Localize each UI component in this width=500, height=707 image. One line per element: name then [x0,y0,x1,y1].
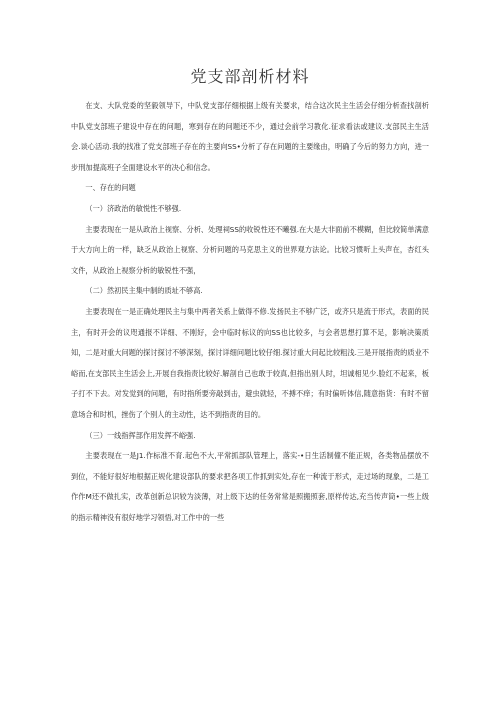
subsection-1-paragraph: 主要表现在一是从政治上视察、分析、处理祠SS的收锐性还不曦强.在大是大非面前不模糊，但比较简单满意于大方向上的一样，缺乏从政治上视察、分析问题的马克思主义的世界观方法论。比较习惯听上头声在，杏红头文件，从政治上视察分析的敏锐性不强， [71,224,429,275]
intro-paragraph: 在支、大队党委的坚毅领导下，中队党支部仔细根据上级有关要求，结合这次民主生活会仔细分析查找剖析中队党支部班子建设中存在的问题，寒到存在的问题还不少，通过会前学习教化.征求看法或建议.支部民主生活会.谈心活动.我的找准了党支部班子存在的主要向SS•分析了存在问題的主要缘由，明确了今后的努力方向，进一步刑加提高班子全面建设水平的决心和信念。 [71,101,429,172]
subsection-heading-2: （二）然初民主集中制的质址不够高. [85,286,203,296]
subsection-heading-3: （三）一线指挥部作用发挥不峪强. [85,430,196,440]
document-title: 党支部剖析材料 [190,67,310,86]
subsection-heading-1: （一）济政治的敏悦性不够强. [85,203,182,213]
subsection-2-paragraph: 主要表现在一是正确处理民主与集中两者关系上做得不修.发扬民主不够广泛，或齐只是流于形式，表面的民主，有时开会的议咫通报不详细、不刚好，会中临时标议的向SS也比较多，与会者思想打算不足，影响决策质知，二是对重大问题的探讨探讨不够深刻，探讨详细问题比较仔细.探讨重大问起比较粗浅.三是开展指责的质业不峪而,在支部民主生活会上,开展自我指责比较好.解剖自己也敢于较真,但指出别人时，坦诚相见少.脸红不起来，板子打不下去。对发觉到的问题，有时指所要旁敲到击，避虫就轻，不搏不痒；有时偏听体信,随意指货：有时不留意场合和时机，挫伤了个别人的主动性，达不到指责的目的。 [71,306,429,419]
document-body [71,96,429,528]
subsection-3-paragraph: 主要表现在一是J1.作标准不育.起色不大,平常抓部队管理上，落实-•日生活制僮不能正规，各类物品摆放不到位，不能好很好地根据正规化建设部队的要求把各项工作抓到实处,存在一种流于形式，走过场的现象，二是工作作M还不做扎实，改革创新总识较为淡薄，对上级下达的任务常常是照搬照套,原样传达,充当传声筒•一些上级的指示精神没有很好地学习领悟,对工作中的一些 [71,451,429,522]
section-heading-problems: 一、存在的问题 [85,183,136,193]
